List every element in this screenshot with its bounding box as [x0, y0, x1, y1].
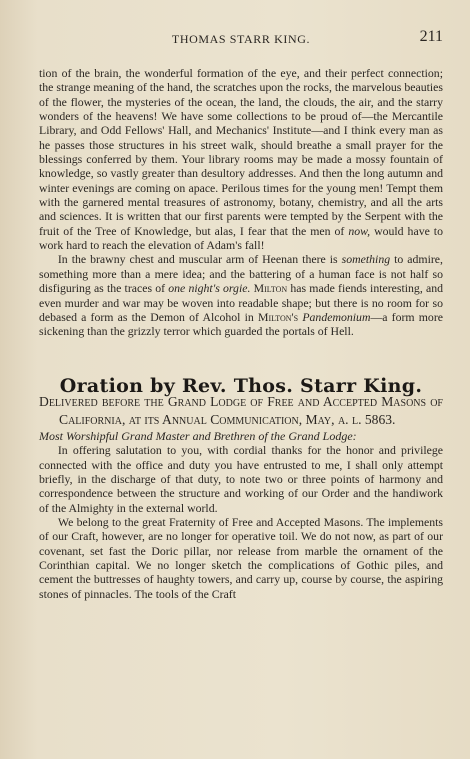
- paragraph-library-text-b: would have to work hard to reach the elevation of Adam's fall!: [39, 223, 443, 253]
- emphasis-something: something: [341, 252, 391, 267]
- salutation: Most Worshipful Grand Master and Brethren of the Grand Lodge:: [39, 428, 357, 443]
- paragraph-heenan-text-a: In the brawny chest and muscular arm of Heenan there is: [57, 252, 342, 267]
- paragraph-library: [39, 66, 443, 252]
- paragraph-heenan-text-b: to admire, something more than a mere idea; and the battering of a human face is not half so disfiguring as the traces of: [39, 252, 443, 296]
- paragraph-salutation: In offering salutation to you, with cordial thanks for the honor and privilege connected with the office and duty you have entrusted to me, I shall only attempt briefly, in the discharge of that duty, to note two or three points of harmony and correspondence between the structure and working of our Order and the handiwork of the Almighty in the external world.: [39, 443, 443, 515]
- oration-subtitle: Delivered before the Grand Lodge of Free and Accepted Masons of California, at its Annual Communication, May, a. l. 5863.: [39, 393, 443, 427]
- oration-title: Oration by Rev. Thos. Starr King.: [59, 374, 423, 397]
- running-title: THOMAS STARR KING.: [171, 32, 311, 46]
- emphasis-one-nights-orgie: one night's orgie.: [168, 281, 251, 296]
- name-milton: Milton: [253, 281, 288, 296]
- page-number: 211: [419, 28, 443, 45]
- emphasis-now: now,: [348, 223, 371, 238]
- paragraph-fraternity: We belong to the great Fraternity of Free and Accepted Masons. The implements of our Craft, however, are no longer for operative toil. We do not now, as part of our covenant, set fast the Doric pillar, nor release from marble the ornament of the Corinthian capital. We no longer sketch the complications of Gothic piles, and cement the buttresses of haughty towers, and carry up, course by course, the aspiring stones of pinnacles. The tools of the Craft: [39, 514, 443, 601]
- name-miltons: Milton's: [257, 309, 299, 324]
- paragraph-heenan: [39, 252, 443, 338]
- paragraph-heenan-text-f: —a form more sickening than the grizzly terror which guarded the portals of Hell.: [39, 309, 443, 339]
- paragraph-library-text-a: tion of the brain, the wonderful formation of the eye, and their perfect connection; the strange meaning of the hand, the scratches upon the rocks, the marvelous beauties of the flower, the mysteries of the ocean, the land, the clouds, the air, and the starry wonders of the heavens! We have some collections to be proud of—the Mercantile Library, and Odd Fellows' Hall, and Mechanics' Institute—and I think every man as he passes those structures in his street walk, should breathe a small prayer for the blessings conferred by them. Your library rooms may be made a mossy fountain of knowledge, so vastly greater than desultory addresses. And then the long autumn and winter evenings are coming on apace. Perilous times for the young men! Tempt them with the garnered mental treasures of astronomy, botany, chemistry, and all the arts and sciences. It is written that our first parents were tempted by the Serpent with the fruit of the Tree of Knowledge, but alas, I fear that the men of: [39, 66, 443, 238]
- body-text: [39, 66, 443, 601]
- paragraph-heenan-text-d: has made fiends interesting, and even murder and war may be woven into readable shape; but there is no room for so debased a form as the Demon of Alcohol in: [39, 281, 443, 324]
- running-head: [39, 0, 443, 52]
- emphasis-pandemonium: Pandemonium: [302, 309, 371, 324]
